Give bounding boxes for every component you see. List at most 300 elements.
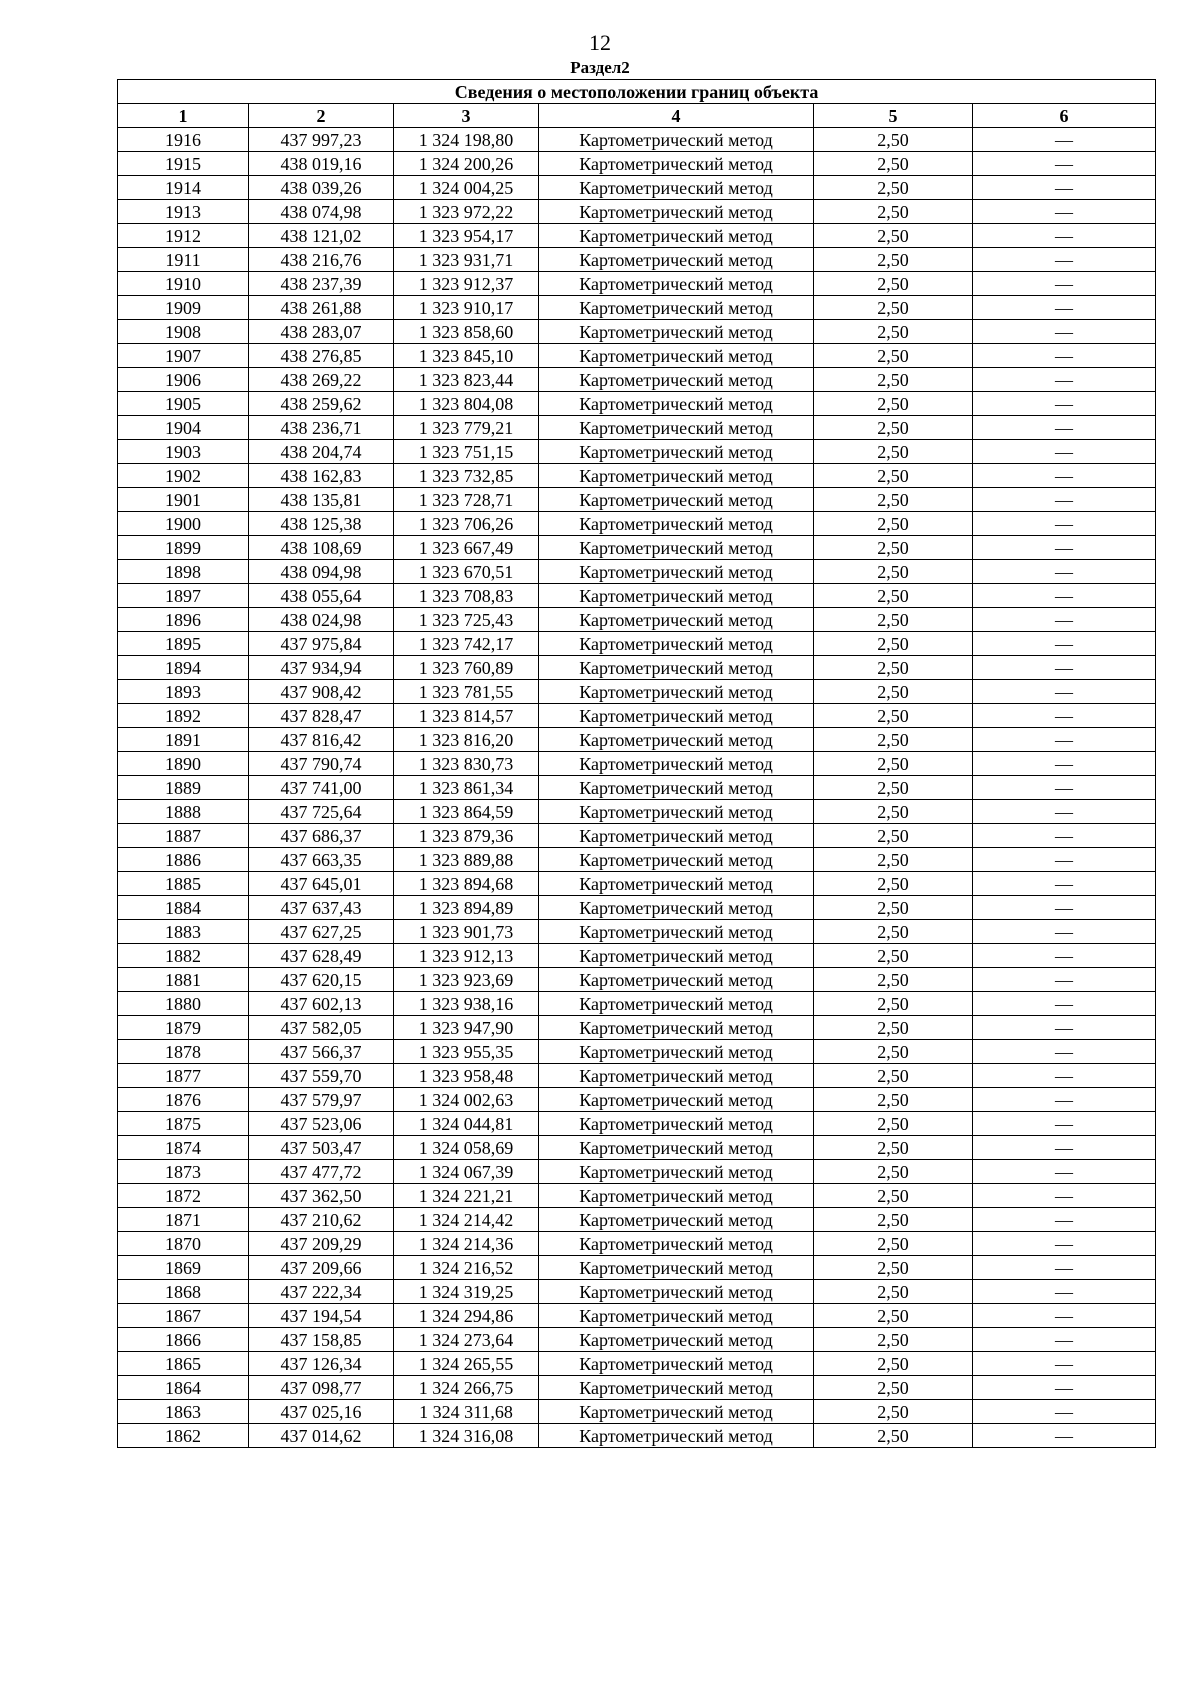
- accuracy-cell: 2,50: [814, 848, 973, 872]
- description-cell: —: [973, 1352, 1156, 1376]
- description-cell: —: [973, 1184, 1156, 1208]
- table-row: [118, 536, 1156, 560]
- table-row: [118, 992, 1156, 1016]
- accuracy-cell: 2,50: [814, 608, 973, 632]
- y-coordinate-cell: 1 323 954,17: [394, 224, 539, 248]
- x-coordinate-cell: 438 039,26: [249, 176, 394, 200]
- accuracy-cell: 2,50: [814, 1208, 973, 1232]
- accuracy-cell: 2,50: [814, 1376, 973, 1400]
- table-caption: Сведения о местоположении границ объекта: [118, 80, 1156, 104]
- method-cell: Картометрический метод: [539, 1304, 814, 1328]
- description-cell: —: [973, 608, 1156, 632]
- accuracy-cell: 2,50: [814, 1184, 973, 1208]
- accuracy-cell: 2,50: [814, 968, 973, 992]
- description-cell: —: [973, 968, 1156, 992]
- accuracy-cell: 2,50: [814, 752, 973, 776]
- y-coordinate-cell: 1 323 725,43: [394, 608, 539, 632]
- x-coordinate-cell: 437 816,42: [249, 728, 394, 752]
- y-coordinate-cell: 1 323 864,59: [394, 800, 539, 824]
- table-row: [118, 1136, 1156, 1160]
- point-number-cell: 1916: [118, 128, 249, 152]
- table-row: [118, 944, 1156, 968]
- table-row: [118, 440, 1156, 464]
- x-coordinate-cell: 438 204,74: [249, 440, 394, 464]
- x-coordinate-cell: 438 108,69: [249, 536, 394, 560]
- point-number-cell: 1887: [118, 824, 249, 848]
- accuracy-cell: 2,50: [814, 1064, 973, 1088]
- point-number-cell: 1866: [118, 1328, 249, 1352]
- table-row: [118, 1064, 1156, 1088]
- x-coordinate-cell: 438 283,07: [249, 320, 394, 344]
- x-coordinate-cell: 438 055,64: [249, 584, 394, 608]
- description-cell: —: [973, 344, 1156, 368]
- y-coordinate-cell: 1 323 923,69: [394, 968, 539, 992]
- method-cell: Картометрический метод: [539, 632, 814, 656]
- accuracy-cell: 2,50: [814, 392, 973, 416]
- x-coordinate-cell: 438 162,83: [249, 464, 394, 488]
- x-coordinate-cell: 437 194,54: [249, 1304, 394, 1328]
- description-cell: —: [973, 128, 1156, 152]
- point-number-cell: 1886: [118, 848, 249, 872]
- x-coordinate-cell: 437 663,35: [249, 848, 394, 872]
- table-row: [118, 1256, 1156, 1280]
- table-row: [118, 1160, 1156, 1184]
- x-coordinate-cell: 437 210,62: [249, 1208, 394, 1232]
- description-cell: —: [973, 416, 1156, 440]
- x-coordinate-cell: 437 503,47: [249, 1136, 394, 1160]
- point-number-cell: 1862: [118, 1424, 249, 1448]
- description-cell: —: [973, 800, 1156, 824]
- point-number-cell: 1911: [118, 248, 249, 272]
- method-cell: Картометрический метод: [539, 344, 814, 368]
- y-coordinate-cell: 1 323 760,89: [394, 656, 539, 680]
- y-coordinate-cell: 1 323 889,88: [394, 848, 539, 872]
- column-header: 4: [539, 104, 814, 128]
- accuracy-cell: 2,50: [814, 680, 973, 704]
- point-number-cell: 1893: [118, 680, 249, 704]
- method-cell: Картометрический метод: [539, 776, 814, 800]
- description-cell: —: [973, 1424, 1156, 1448]
- method-cell: Картометрический метод: [539, 560, 814, 584]
- method-cell: Картометрический метод: [539, 296, 814, 320]
- table-row: [118, 824, 1156, 848]
- point-number-cell: 1903: [118, 440, 249, 464]
- x-coordinate-cell: 437 477,72: [249, 1160, 394, 1184]
- x-coordinate-cell: 438 094,98: [249, 560, 394, 584]
- accuracy-cell: 2,50: [814, 1112, 973, 1136]
- point-number-cell: 1864: [118, 1376, 249, 1400]
- method-cell: Картометрический метод: [539, 1184, 814, 1208]
- description-cell: —: [973, 176, 1156, 200]
- point-number-cell: 1915: [118, 152, 249, 176]
- description-cell: —: [973, 224, 1156, 248]
- description-cell: —: [973, 992, 1156, 1016]
- y-coordinate-cell: 1 324 198,80: [394, 128, 539, 152]
- description-cell: —: [973, 1160, 1156, 1184]
- method-cell: Картометрический метод: [539, 128, 814, 152]
- method-cell: Картометрический метод: [539, 1256, 814, 1280]
- x-coordinate-cell: 438 074,98: [249, 200, 394, 224]
- point-number-cell: 1868: [118, 1280, 249, 1304]
- description-cell: —: [973, 872, 1156, 896]
- point-number-cell: 1913: [118, 200, 249, 224]
- method-cell: Картометрический метод: [539, 224, 814, 248]
- x-coordinate-cell: 437 997,23: [249, 128, 394, 152]
- table-row: [118, 296, 1156, 320]
- y-coordinate-cell: 1 323 781,55: [394, 680, 539, 704]
- x-coordinate-cell: 437 209,29: [249, 1232, 394, 1256]
- point-number-cell: 1908: [118, 320, 249, 344]
- x-coordinate-cell: 437 637,43: [249, 896, 394, 920]
- point-number-cell: 1870: [118, 1232, 249, 1256]
- method-cell: Картометрический метод: [539, 320, 814, 344]
- point-number-cell: 1884: [118, 896, 249, 920]
- y-coordinate-cell: 1 324 316,08: [394, 1424, 539, 1448]
- description-cell: —: [973, 320, 1156, 344]
- x-coordinate-cell: 438 276,85: [249, 344, 394, 368]
- y-coordinate-cell: 1 323 823,44: [394, 368, 539, 392]
- table-row: [118, 488, 1156, 512]
- method-cell: Картометрический метод: [539, 824, 814, 848]
- table-row: [118, 224, 1156, 248]
- method-cell: Картометрический метод: [539, 1424, 814, 1448]
- table-row: [118, 1040, 1156, 1064]
- description-cell: —: [973, 920, 1156, 944]
- accuracy-cell: 2,50: [814, 920, 973, 944]
- table-row: [118, 320, 1156, 344]
- description-cell: —: [973, 704, 1156, 728]
- method-cell: Картометрический метод: [539, 152, 814, 176]
- x-coordinate-cell: 437 790,74: [249, 752, 394, 776]
- y-coordinate-cell: 1 324 216,52: [394, 1256, 539, 1280]
- x-coordinate-cell: 437 098,77: [249, 1376, 394, 1400]
- accuracy-cell: 2,50: [814, 200, 973, 224]
- accuracy-cell: 2,50: [814, 992, 973, 1016]
- y-coordinate-cell: 1 323 861,34: [394, 776, 539, 800]
- table-row: [118, 920, 1156, 944]
- point-number-cell: 1902: [118, 464, 249, 488]
- table-row: [118, 344, 1156, 368]
- table-row: [118, 752, 1156, 776]
- point-number-cell: 1900: [118, 512, 249, 536]
- x-coordinate-cell: 437 559,70: [249, 1064, 394, 1088]
- accuracy-cell: 2,50: [814, 1040, 973, 1064]
- table-row: [118, 368, 1156, 392]
- table-row: [118, 392, 1156, 416]
- table-row: [118, 1376, 1156, 1400]
- table-row: [118, 272, 1156, 296]
- description-cell: —: [973, 536, 1156, 560]
- method-cell: Картометрический метод: [539, 1064, 814, 1088]
- y-coordinate-cell: 1 323 910,17: [394, 296, 539, 320]
- accuracy-cell: 2,50: [814, 488, 973, 512]
- table-row: [118, 248, 1156, 272]
- point-number-cell: 1874: [118, 1136, 249, 1160]
- method-cell: Картометрический метод: [539, 488, 814, 512]
- point-number-cell: 1890: [118, 752, 249, 776]
- table-header-row: [118, 104, 1156, 128]
- table-row: [118, 152, 1156, 176]
- x-coordinate-cell: 437 025,16: [249, 1400, 394, 1424]
- point-number-cell: 1912: [118, 224, 249, 248]
- method-cell: Картометрический метод: [539, 920, 814, 944]
- x-coordinate-cell: 437 158,85: [249, 1328, 394, 1352]
- y-coordinate-cell: 1 324 265,55: [394, 1352, 539, 1376]
- x-coordinate-cell: 438 216,76: [249, 248, 394, 272]
- accuracy-cell: 2,50: [814, 872, 973, 896]
- method-cell: Картометрический метод: [539, 680, 814, 704]
- point-number-cell: 1869: [118, 1256, 249, 1280]
- table-row: [118, 584, 1156, 608]
- accuracy-cell: 2,50: [814, 320, 973, 344]
- table-row: [118, 560, 1156, 584]
- method-cell: Картометрический метод: [539, 1352, 814, 1376]
- method-cell: Картометрический метод: [539, 800, 814, 824]
- method-cell: Картометрический метод: [539, 200, 814, 224]
- method-cell: Картометрический метод: [539, 392, 814, 416]
- x-coordinate-cell: 437 628,49: [249, 944, 394, 968]
- point-number-cell: 1892: [118, 704, 249, 728]
- x-coordinate-cell: 437 602,13: [249, 992, 394, 1016]
- point-number-cell: 1883: [118, 920, 249, 944]
- description-cell: —: [973, 1112, 1156, 1136]
- table-row: [118, 128, 1156, 152]
- x-coordinate-cell: 437 582,05: [249, 1016, 394, 1040]
- point-number-cell: 1910: [118, 272, 249, 296]
- description-cell: —: [973, 464, 1156, 488]
- x-coordinate-cell: 437 014,62: [249, 1424, 394, 1448]
- description-cell: —: [973, 296, 1156, 320]
- y-coordinate-cell: 1 324 294,86: [394, 1304, 539, 1328]
- method-cell: Картометрический метод: [539, 176, 814, 200]
- method-cell: Картометрический метод: [539, 896, 814, 920]
- table-row: [118, 1304, 1156, 1328]
- table-row: [118, 800, 1156, 824]
- description-cell: —: [973, 680, 1156, 704]
- point-number-cell: 1879: [118, 1016, 249, 1040]
- point-number-cell: 1885: [118, 872, 249, 896]
- point-number-cell: 1895: [118, 632, 249, 656]
- accuracy-cell: 2,50: [814, 1136, 973, 1160]
- point-number-cell: 1898: [118, 560, 249, 584]
- method-cell: Картометрический метод: [539, 248, 814, 272]
- accuracy-cell: 2,50: [814, 1424, 973, 1448]
- description-cell: —: [973, 1232, 1156, 1256]
- table-row: [118, 1400, 1156, 1424]
- accuracy-cell: 2,50: [814, 128, 973, 152]
- description-cell: —: [973, 1016, 1156, 1040]
- point-number-cell: 1878: [118, 1040, 249, 1064]
- description-cell: —: [973, 752, 1156, 776]
- point-number-cell: 1888: [118, 800, 249, 824]
- x-coordinate-cell: 437 579,97: [249, 1088, 394, 1112]
- table-row: [118, 704, 1156, 728]
- x-coordinate-cell: 438 269,22: [249, 368, 394, 392]
- accuracy-cell: 2,50: [814, 344, 973, 368]
- accuracy-cell: 2,50: [814, 248, 973, 272]
- description-cell: —: [973, 1064, 1156, 1088]
- description-cell: —: [973, 440, 1156, 464]
- method-cell: Картометрический метод: [539, 944, 814, 968]
- accuracy-cell: 2,50: [814, 632, 973, 656]
- accuracy-cell: 2,50: [814, 296, 973, 320]
- method-cell: Картометрический метод: [539, 464, 814, 488]
- description-cell: —: [973, 1328, 1156, 1352]
- description-cell: —: [973, 584, 1156, 608]
- x-coordinate-cell: 438 261,88: [249, 296, 394, 320]
- y-coordinate-cell: 1 323 912,37: [394, 272, 539, 296]
- description-cell: —: [973, 728, 1156, 752]
- table-row: [118, 896, 1156, 920]
- point-number-cell: 1899: [118, 536, 249, 560]
- x-coordinate-cell: 437 908,42: [249, 680, 394, 704]
- table-row: [118, 1352, 1156, 1376]
- x-coordinate-cell: 437 934,94: [249, 656, 394, 680]
- accuracy-cell: 2,50: [814, 1016, 973, 1040]
- table-caption-row: [118, 80, 1156, 104]
- accuracy-cell: 2,50: [814, 824, 973, 848]
- method-cell: Картометрический метод: [539, 440, 814, 464]
- table-row: [118, 608, 1156, 632]
- description-cell: —: [973, 824, 1156, 848]
- y-coordinate-cell: 1 323 751,15: [394, 440, 539, 464]
- method-cell: Картометрический метод: [539, 1232, 814, 1256]
- method-cell: Картометрический метод: [539, 416, 814, 440]
- method-cell: Картометрический метод: [539, 872, 814, 896]
- accuracy-cell: 2,50: [814, 440, 973, 464]
- point-number-cell: 1865: [118, 1352, 249, 1376]
- description-cell: —: [973, 1088, 1156, 1112]
- point-number-cell: 1863: [118, 1400, 249, 1424]
- description-cell: —: [973, 200, 1156, 224]
- point-number-cell: 1876: [118, 1088, 249, 1112]
- point-number-cell: 1896: [118, 608, 249, 632]
- description-cell: —: [973, 560, 1156, 584]
- x-coordinate-cell: 437 523,06: [249, 1112, 394, 1136]
- description-cell: —: [973, 488, 1156, 512]
- method-cell: Картометрический метод: [539, 1328, 814, 1352]
- accuracy-cell: 2,50: [814, 224, 973, 248]
- table-row: [118, 1088, 1156, 1112]
- description-cell: —: [973, 632, 1156, 656]
- accuracy-cell: 2,50: [814, 1280, 973, 1304]
- y-coordinate-cell: 1 323 816,20: [394, 728, 539, 752]
- accuracy-cell: 2,50: [814, 728, 973, 752]
- method-cell: Картометрический метод: [539, 1208, 814, 1232]
- table-body: [118, 128, 1156, 1448]
- table-row: [118, 176, 1156, 200]
- y-coordinate-cell: 1 323 742,17: [394, 632, 539, 656]
- y-coordinate-cell: 1 324 044,81: [394, 1112, 539, 1136]
- section-title: Раздел2: [570, 58, 630, 77]
- point-number-cell: 1909: [118, 296, 249, 320]
- accuracy-cell: 2,50: [814, 416, 973, 440]
- accuracy-cell: 2,50: [814, 704, 973, 728]
- description-cell: —: [973, 656, 1156, 680]
- accuracy-cell: 2,50: [814, 1328, 973, 1352]
- method-cell: Картометрический метод: [539, 656, 814, 680]
- table-row: [118, 1112, 1156, 1136]
- point-number-cell: 1907: [118, 344, 249, 368]
- accuracy-cell: 2,50: [814, 368, 973, 392]
- y-coordinate-cell: 1 324 273,64: [394, 1328, 539, 1352]
- y-coordinate-cell: 1 323 708,83: [394, 584, 539, 608]
- y-coordinate-cell: 1 324 002,63: [394, 1088, 539, 1112]
- point-number-cell: 1904: [118, 416, 249, 440]
- y-coordinate-cell: 1 323 938,16: [394, 992, 539, 1016]
- description-cell: —: [973, 944, 1156, 968]
- table-row: [118, 416, 1156, 440]
- method-cell: Картометрический метод: [539, 1136, 814, 1160]
- description-cell: —: [973, 896, 1156, 920]
- method-cell: Картометрический метод: [539, 704, 814, 728]
- table-row: [118, 872, 1156, 896]
- accuracy-cell: 2,50: [814, 656, 973, 680]
- x-coordinate-cell: 438 237,39: [249, 272, 394, 296]
- description-cell: —: [973, 152, 1156, 176]
- y-coordinate-cell: 1 324 311,68: [394, 1400, 539, 1424]
- table-row: [118, 1208, 1156, 1232]
- y-coordinate-cell: 1 324 319,25: [394, 1280, 539, 1304]
- y-coordinate-cell: 1 323 830,73: [394, 752, 539, 776]
- table-row: [118, 1424, 1156, 1448]
- point-number-cell: 1871: [118, 1208, 249, 1232]
- description-cell: —: [973, 1280, 1156, 1304]
- x-coordinate-cell: 437 222,34: [249, 1280, 394, 1304]
- method-cell: Картометрический метод: [539, 728, 814, 752]
- method-cell: Картометрический метод: [539, 1376, 814, 1400]
- method-cell: Картометрический метод: [539, 968, 814, 992]
- y-coordinate-cell: 1 323 728,71: [394, 488, 539, 512]
- x-coordinate-cell: 438 236,71: [249, 416, 394, 440]
- x-coordinate-cell: 438 259,62: [249, 392, 394, 416]
- table-row: [118, 656, 1156, 680]
- method-cell: Картометрический метод: [539, 992, 814, 1016]
- x-coordinate-cell: 437 686,37: [249, 824, 394, 848]
- x-coordinate-cell: 437 209,66: [249, 1256, 394, 1280]
- column-header: 2: [249, 104, 394, 128]
- table-row: [118, 728, 1156, 752]
- x-coordinate-cell: 437 975,84: [249, 632, 394, 656]
- y-coordinate-cell: 1 323 804,08: [394, 392, 539, 416]
- x-coordinate-cell: 438 024,98: [249, 608, 394, 632]
- description-cell: —: [973, 368, 1156, 392]
- accuracy-cell: 2,50: [814, 896, 973, 920]
- point-number-cell: 1905: [118, 392, 249, 416]
- x-coordinate-cell: 437 725,64: [249, 800, 394, 824]
- description-cell: —: [973, 392, 1156, 416]
- page-number: 12: [589, 30, 611, 55]
- point-number-cell: 1882: [118, 944, 249, 968]
- description-cell: —: [973, 1376, 1156, 1400]
- y-coordinate-cell: 1 323 972,22: [394, 200, 539, 224]
- point-number-cell: 1867: [118, 1304, 249, 1328]
- accuracy-cell: 2,50: [814, 584, 973, 608]
- table-row: [118, 1280, 1156, 1304]
- accuracy-cell: 2,50: [814, 1304, 973, 1328]
- description-cell: —: [973, 512, 1156, 536]
- accuracy-cell: 2,50: [814, 1160, 973, 1184]
- accuracy-cell: 2,50: [814, 560, 973, 584]
- point-number-cell: 1872: [118, 1184, 249, 1208]
- column-header: 5: [814, 104, 973, 128]
- accuracy-cell: 2,50: [814, 1400, 973, 1424]
- x-coordinate-cell: 438 135,81: [249, 488, 394, 512]
- accuracy-cell: 2,50: [814, 776, 973, 800]
- method-cell: Картометрический метод: [539, 1016, 814, 1040]
- method-cell: Картометрический метод: [539, 848, 814, 872]
- y-coordinate-cell: 1 323 667,49: [394, 536, 539, 560]
